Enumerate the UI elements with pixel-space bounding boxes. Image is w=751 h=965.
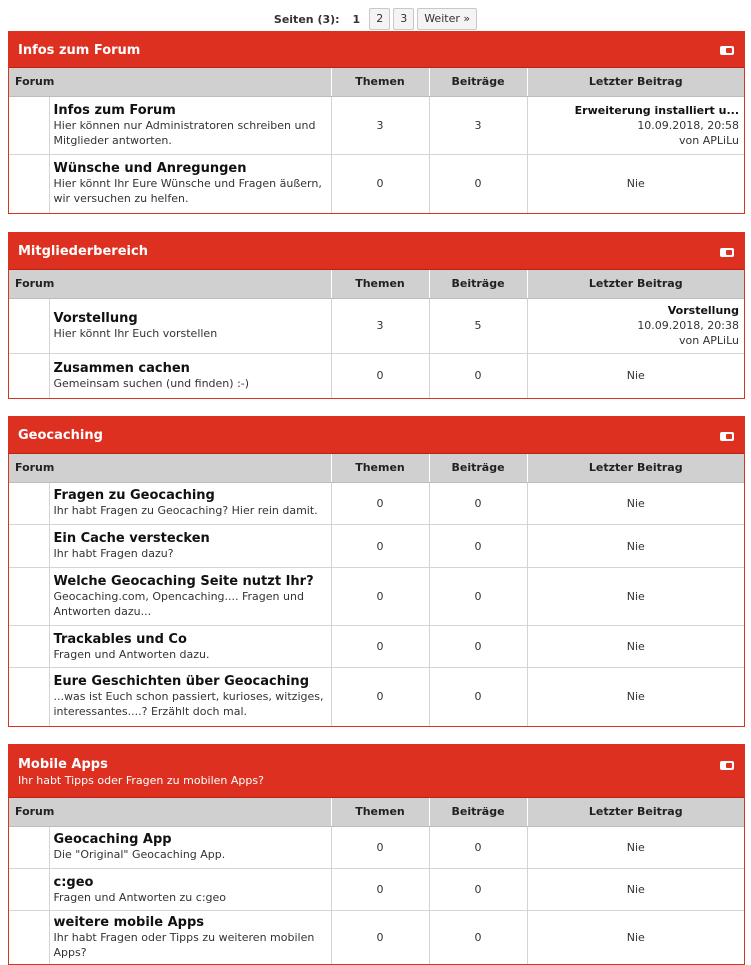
forum-description: Ihr habt Fragen dazu?: [53, 547, 174, 560]
collapse-toggle-icon[interactable]: [720, 761, 734, 770]
forum-description: Fragen und Antworten zu c:geo: [53, 890, 227, 904]
forum-name-link[interactable]: Ein Cache verstecken: [53, 531, 210, 546]
forum-topics-count: 0: [331, 155, 429, 213]
forum-info: [49, 568, 331, 626]
forum-row: [9, 299, 744, 354]
forum-description: Hier könnt Ihr Euch vorstellen: [53, 326, 218, 340]
forum-last-post: [527, 299, 744, 354]
category-geocaching: [8, 416, 745, 727]
forum-row: [9, 354, 744, 398]
column-header-forum: Forum: [9, 798, 331, 826]
forum-last-post: Nie: [527, 869, 744, 911]
forum-rows: [9, 97, 744, 213]
collapse-toggle-icon[interactable]: [720, 432, 734, 441]
forum-posts-count: 3: [429, 97, 527, 155]
forum-name-link[interactable]: Eure Geschichten über Geocaching: [53, 674, 309, 690]
forum-name-link[interactable]: Zusammen cachen: [53, 360, 190, 376]
forum-last-post: Nie: [527, 827, 744, 869]
forum-name-link[interactable]: Geocaching App: [53, 832, 172, 848]
forum-description: Geocaching.com, Opencaching.... Fragen und Antworten dazu...: [53, 590, 304, 618]
category-description: Ihr habt Tipps oder Fragen zu mobilen Apps?: [18, 774, 264, 787]
category-mobile-apps: [8, 744, 745, 965]
forum-status-icon: [9, 827, 49, 869]
column-header-last-post: Letzter Beitrag: [527, 454, 744, 482]
forum-info: [49, 97, 331, 155]
forum-posts-count: 0: [429, 911, 527, 965]
forum-info: [49, 354, 331, 398]
column-header-last-post: Letzter Beitrag: [527, 68, 744, 96]
forum-name-link[interactable]: weitere mobile Apps: [53, 915, 205, 930]
forum-description: Ihr habt Fragen zu Geocaching? Hier rein damit.: [53, 504, 318, 518]
column-header-posts: Beiträge: [429, 798, 527, 826]
forum-topics-count: 3: [331, 299, 429, 354]
forum-posts-count: 0: [429, 354, 527, 398]
forum-posts-count: 0: [429, 626, 527, 668]
category-title[interactable]: Infos zum Forum: [18, 43, 141, 58]
forum-description: Die "Original" Geocaching App.: [53, 848, 226, 862]
last-post-author-link[interactable]: von APLiLu: [679, 133, 739, 147]
forum-topics-count: 0: [331, 483, 429, 525]
forum-info: [49, 869, 331, 911]
forum-status-icon: [9, 354, 49, 398]
forum-name-link[interactable]: Fragen zu Geocaching: [53, 488, 215, 504]
pagination: [0, 0, 751, 32]
forum-info: [49, 827, 331, 869]
forum-info: [49, 911, 331, 965]
column-header-posts: Beiträge: [429, 68, 527, 96]
forum-row: [9, 626, 744, 668]
category-mitgliederbereich: [8, 232, 745, 399]
column-header-posts: Beiträge: [429, 270, 527, 298]
column-header-last-post: Letzter Beitrag: [527, 270, 744, 298]
forum-row: [9, 568, 744, 626]
forum-status-icon: [9, 869, 49, 911]
forum-last-post: Nie: [527, 483, 744, 525]
forum-posts-count: 0: [429, 483, 527, 525]
forum-row: [9, 483, 744, 525]
last-post-date: 10.09.2018, 20:38: [637, 319, 739, 333]
forum-posts-count: 0: [429, 155, 527, 213]
column-header-posts: Beiträge: [429, 454, 527, 482]
column-header-topics: Themen: [331, 454, 429, 482]
forum-name-link[interactable]: Infos zum Forum: [53, 102, 176, 118]
forum-posts-count: 5: [429, 299, 527, 354]
forum-posts-count: 0: [429, 827, 527, 869]
last-post-author-link[interactable]: von APLiLu: [679, 334, 739, 348]
forum-status-icon: [9, 626, 49, 668]
last-post-date: 10.09.2018, 20:58: [637, 118, 739, 132]
forum-table: [9, 454, 744, 483]
forum-name-link[interactable]: Trackables und Co: [53, 631, 187, 647]
forum-status-icon: [9, 483, 49, 525]
forum-posts-count: 0: [429, 525, 527, 568]
forum-topics-count: 3: [331, 97, 429, 155]
forum-description: ...was ist Euch schon passiert, kurioses, witziges, interessantes....? Erzählt doch mal.: [53, 690, 324, 719]
forum-topics-count: 0: [331, 354, 429, 398]
category-infos-zum-forum: [8, 31, 745, 214]
forum-status-icon: [9, 668, 49, 726]
forum-last-post: Nie: [527, 911, 744, 965]
forum-status-icon: [9, 155, 49, 213]
forum-last-post: Nie: [527, 525, 744, 568]
forum-name-link[interactable]: Vorstellung: [53, 310, 138, 326]
forum-row: [9, 525, 744, 568]
last-post-title-link[interactable]: Vorstellung: [667, 304, 739, 318]
forum-last-post: Nie: [527, 155, 744, 213]
forum-status-icon: [9, 568, 49, 626]
pagination-label: Seiten (3):: [273, 12, 340, 26]
forum-topics-count: 0: [331, 911, 429, 965]
forum-status-icon: [9, 299, 49, 354]
forum-status-icon: [9, 97, 49, 155]
forum-table: [9, 68, 744, 97]
forum-row: [9, 155, 744, 213]
category-header: [9, 233, 744, 270]
forum-last-post: Nie: [527, 354, 744, 398]
column-header-forum: Forum: [9, 270, 331, 298]
forum-table: [9, 798, 744, 827]
forum-status-icon: [9, 525, 49, 568]
forum-posts-count: 0: [429, 668, 527, 726]
forum-description: Hier können nur Administratoren schreiben und Mitglieder antworten.: [53, 118, 316, 147]
forum-info: [49, 626, 331, 668]
column-header-forum: Forum: [9, 454, 331, 482]
forum-status-icon: [9, 911, 49, 965]
forum-topics-count: 0: [331, 568, 429, 626]
forum-last-post: Nie: [527, 668, 744, 726]
forum-posts-count: 0: [429, 568, 527, 626]
forum-row: [9, 869, 744, 911]
forum-posts-count: 0: [429, 869, 527, 911]
pagination-page-3-link[interactable]: 3: [393, 8, 414, 30]
last-post-title-link[interactable]: Erweiterung installiert u...: [574, 103, 739, 117]
forum-rows: [9, 299, 744, 398]
forum-description: Hier könnt Ihr Eure Wünsche und Fragen äußern, wir versuchen zu helfen.: [53, 177, 322, 206]
column-header-topics: Themen: [331, 798, 429, 826]
forum-description: Fragen und Antworten dazu.: [53, 647, 210, 661]
column-header-topics: Themen: [331, 68, 429, 96]
collapse-toggle-icon[interactable]: [720, 46, 734, 55]
forum-last-post: Nie: [527, 626, 744, 668]
forum-description: Gemeinsam suchen (und finden) :-): [53, 376, 250, 390]
forum-row: [9, 827, 744, 869]
forum-info: [49, 483, 331, 525]
forum-row: [9, 668, 744, 726]
forum-topics-count: 0: [331, 869, 429, 911]
category-header: [9, 745, 744, 798]
column-header-topics: Themen: [331, 270, 429, 298]
forum-topics-count: 0: [331, 626, 429, 668]
forum-info: [49, 155, 331, 213]
forum-info: [49, 525, 331, 568]
pagination-page-2-link[interactable]: 2: [369, 8, 390, 30]
forum-info: [49, 668, 331, 726]
forum-topics-count: 0: [331, 668, 429, 726]
forum-name-link[interactable]: c:geo: [53, 874, 94, 890]
category-title[interactable]: Mitgliederbereich: [18, 244, 148, 259]
forum-rows: [9, 827, 744, 965]
column-header-last-post: Letzter Beitrag: [527, 798, 744, 826]
forum-name-link[interactable]: Welche Geocaching Seite nutzt Ihr?: [53, 574, 314, 589]
forum-name-link[interactable]: Wünsche und Anregungen: [53, 161, 247, 177]
forum-topics-count: 0: [331, 827, 429, 869]
forum-info: [49, 299, 331, 354]
forum-last-post: [527, 97, 744, 155]
forum-table: [9, 270, 744, 299]
category-title[interactable]: Geocaching: [18, 428, 103, 443]
forum-rows: [9, 483, 744, 726]
forum-topics-count: 0: [331, 525, 429, 568]
category-header: [9, 32, 744, 68]
column-header-forum: Forum: [9, 68, 331, 96]
forum-last-post: Nie: [527, 568, 744, 626]
forum-row: [9, 97, 744, 155]
category-title[interactable]: Mobile Apps: [18, 757, 108, 772]
collapse-toggle-icon[interactable]: [720, 248, 734, 257]
forum-description: Ihr habt Fragen oder Tipps zu weiteren mobilen Apps?: [53, 931, 315, 959]
pagination-next-link[interactable]: Weiter »: [417, 8, 477, 30]
category-header: [9, 417, 744, 454]
pagination-current-page: 1: [352, 12, 361, 26]
forum-row: [9, 911, 744, 965]
